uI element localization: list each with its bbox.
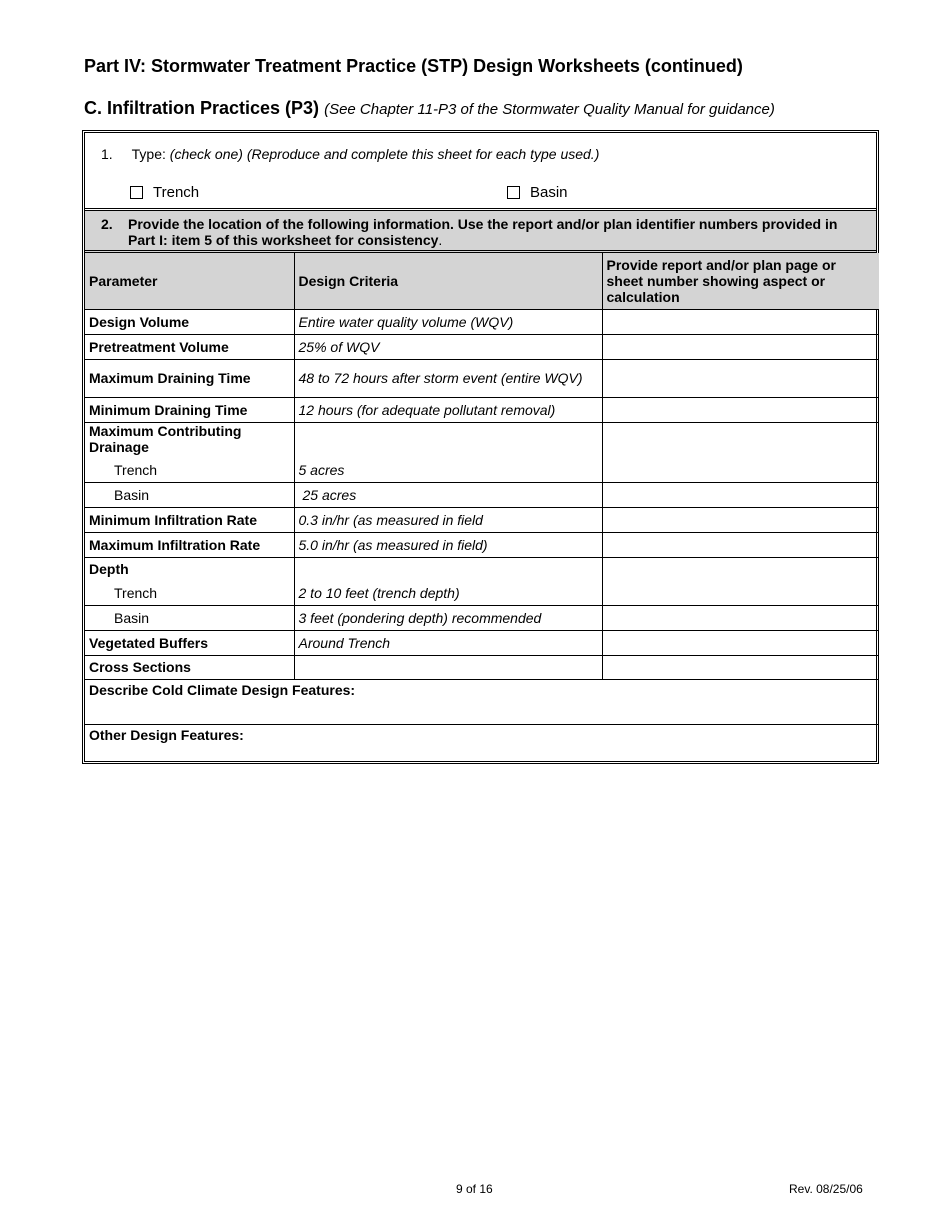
section-title xyxy=(84,98,775,119)
table-row xyxy=(85,630,879,655)
section-note: (See Chapter 11-P3 of the Stormwater Quality Manual for guidance) xyxy=(324,101,775,118)
question-1-number: 1. xyxy=(101,146,113,162)
cold-climate-features[interactable]: Describe Cold Climate Design Features: xyxy=(85,679,879,724)
section-label: C. Infiltration Practices (P3) xyxy=(84,98,320,118)
table-row xyxy=(85,334,879,359)
question-2 xyxy=(85,211,876,253)
entry-max-drainage-trench[interactable] xyxy=(602,422,879,482)
question-1-instruction: (check one) (Reproduce and complete this sheet for each type used.) xyxy=(169,146,600,162)
table-row xyxy=(85,397,879,422)
entry-depth-basin[interactable] xyxy=(602,605,879,630)
header-report-reference: Provide report and/or plan page or sheet number showing aspect or calculation xyxy=(602,253,879,309)
entry-max-infiltration-rate[interactable] xyxy=(602,532,879,557)
trench-label: Trench xyxy=(153,184,200,201)
param-max-draining-time: Maximum Draining Time xyxy=(85,359,294,397)
basin-label: Basin xyxy=(530,184,568,201)
basin-checkbox[interactable] xyxy=(507,186,520,199)
table-row xyxy=(85,557,879,581)
table-row xyxy=(85,359,879,397)
subparam-depth-basin: Basin xyxy=(85,605,294,630)
table-row xyxy=(85,532,879,557)
design-table xyxy=(85,253,879,768)
question-2-text xyxy=(128,216,848,248)
criteria-depth-basin: 3 feet (pondering depth) recommended xyxy=(294,605,602,630)
table-row xyxy=(85,422,879,458)
table-row xyxy=(85,724,879,768)
entry-design-volume[interactable] xyxy=(602,309,879,334)
criteria-max-drainage-blank xyxy=(294,422,602,458)
table-row xyxy=(85,507,879,532)
basin-option[interactable] xyxy=(507,184,568,201)
criteria-depth-blank xyxy=(294,557,602,581)
param-min-infiltration-rate: Minimum Infiltration Rate xyxy=(85,507,294,532)
entry-max-draining-time[interactable] xyxy=(602,359,879,397)
part-title: Part IV: Stormwater Treatment Practice (STP) Design Worksheets (continued) xyxy=(84,56,743,76)
entry-cross-sections[interactable] xyxy=(602,655,879,679)
table-row xyxy=(85,679,879,724)
param-cross-sections: Cross Sections xyxy=(85,655,294,679)
subparam-depth-trench: Trench xyxy=(85,581,294,605)
question-1 xyxy=(85,133,876,211)
param-min-draining-time: Minimum Draining Time xyxy=(85,397,294,422)
criteria-drainage-basin: 25 acres xyxy=(294,482,602,507)
criteria-min-infiltration-rate: 0.3 in/hr (as measured in field xyxy=(294,507,602,532)
entry-depth-trench[interactable] xyxy=(602,557,879,605)
header-row xyxy=(85,253,879,309)
criteria-max-infiltration-rate: 5.0 in/hr (as measured in field) xyxy=(294,532,602,557)
question-1-label: Type: xyxy=(131,146,166,162)
criteria-min-draining-time: 12 hours (for adequate pollutant removal) xyxy=(294,397,602,422)
entry-min-draining-time[interactable] xyxy=(602,397,879,422)
table-row xyxy=(85,655,879,679)
table-row xyxy=(85,482,879,507)
worksheet-form xyxy=(82,130,879,764)
entry-pretreatment-volume[interactable] xyxy=(602,334,879,359)
subparam-drainage-basin: Basin xyxy=(85,482,294,507)
page-number: 9 of 16 xyxy=(456,1182,493,1196)
param-design-volume: Design Volume xyxy=(85,309,294,334)
question-2-number: 2. xyxy=(101,216,113,232)
revision-date: Rev. 08/25/06 xyxy=(789,1182,863,1196)
subparam-drainage-trench: Trench xyxy=(85,458,294,482)
criteria-max-draining-time: 48 to 72 hours after storm event (entire WQV) xyxy=(294,359,602,397)
param-max-drainage: Maximum Contributing Drainage xyxy=(85,422,294,458)
question-1-text xyxy=(101,146,599,162)
criteria-drainage-trench: 5 acres xyxy=(294,458,602,482)
header-design-criteria: Design Criteria xyxy=(294,253,602,309)
criteria-pretreatment-volume: 25% of WQV xyxy=(294,334,602,359)
param-pretreatment-volume: Pretreatment Volume xyxy=(85,334,294,359)
entry-vegetated-buffers[interactable] xyxy=(602,630,879,655)
question-2-period: . xyxy=(438,232,443,248)
question-2-body: Provide the location of the following information. Use the report and/or plan identifier numbers provided in Part I: item 5 of this worksheet for consistency xyxy=(128,216,838,248)
entry-max-drainage-basin[interactable] xyxy=(602,482,879,507)
trench-option[interactable] xyxy=(130,184,199,201)
param-vegetated-buffers: Vegetated Buffers xyxy=(85,630,294,655)
table-row xyxy=(85,309,879,334)
param-max-infiltration-rate: Maximum Infiltration Rate xyxy=(85,532,294,557)
criteria-design-volume: Entire water quality volume (WQV) xyxy=(294,309,602,334)
criteria-cross-sections xyxy=(294,655,602,679)
other-design-features[interactable]: Other Design Features: xyxy=(85,724,879,768)
table-row xyxy=(85,605,879,630)
entry-min-infiltration-rate[interactable] xyxy=(602,507,879,532)
trench-checkbox[interactable] xyxy=(130,186,143,199)
criteria-depth-trench: 2 to 10 feet (trench depth) xyxy=(294,581,602,605)
param-depth: Depth xyxy=(85,557,294,581)
header-parameter: Parameter xyxy=(85,253,294,309)
criteria-vegetated-buffers: Around Trench xyxy=(294,630,602,655)
